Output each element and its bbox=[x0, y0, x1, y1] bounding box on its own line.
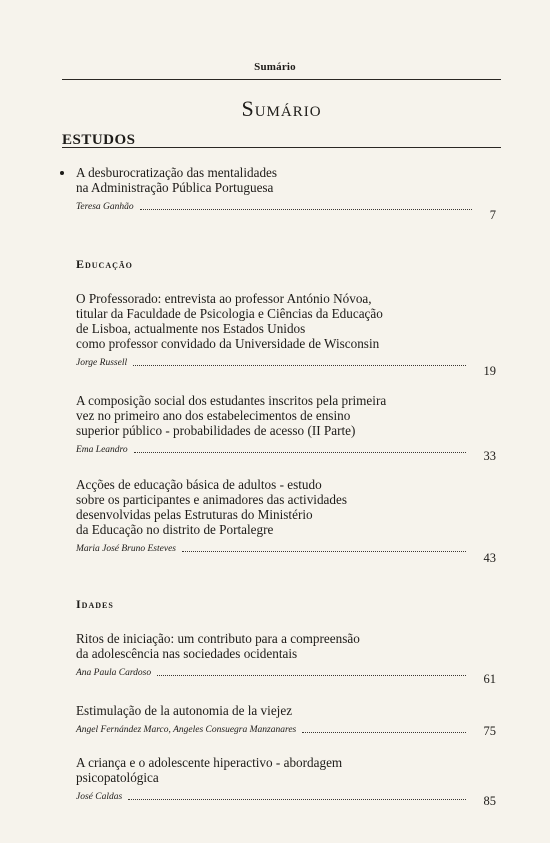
entry-author: Maria José Bruno Esteves bbox=[76, 544, 176, 554]
entry-title-line: vez no primeiro ano dos estabelecimentos de ensino bbox=[76, 408, 351, 423]
entry-title-line: como professor convidado da Universidade de Wisconsin bbox=[76, 336, 380, 351]
entry-title-line: titular da Faculdade de Psicologia e Ciências da Educação bbox=[76, 306, 383, 321]
section-title: ESTUDOS bbox=[62, 132, 136, 148]
entry-title-line: Estimulação de la autonomia de la viejez bbox=[76, 703, 293, 718]
subsection-title-text: Idades bbox=[76, 597, 114, 611]
dot-leader bbox=[157, 674, 466, 676]
toc-entry[interactable] bbox=[76, 755, 496, 808]
entry-author: Angel Fernández Marco, Angeles Consuegra Manzanares bbox=[76, 725, 297, 735]
entry-title-line: sobre os participantes e animadores das actividades bbox=[76, 492, 347, 507]
subsection-title-idades bbox=[76, 597, 114, 612]
entry-title-line: A criança e o adolescente hiperactivo - abordagem bbox=[76, 755, 343, 770]
entry-author: José Caldas bbox=[76, 792, 123, 802]
dot-leader bbox=[302, 731, 466, 733]
entry-title-line: O Professorado: entrevista ao professor António Nóvoa, bbox=[76, 291, 372, 306]
author-row bbox=[76, 790, 496, 802]
entry-title-line: de Lisboa, actualmente nos Estados Unidos bbox=[76, 321, 306, 336]
toc-entry[interactable] bbox=[76, 291, 496, 378]
subsection-title-educacao bbox=[76, 257, 133, 272]
entry-author: Ema Leandro bbox=[76, 445, 128, 455]
entry-author: Jorge Russell bbox=[76, 358, 128, 368]
running-head: Sumário bbox=[254, 61, 296, 73]
author-row bbox=[76, 356, 496, 368]
dot-leader bbox=[182, 550, 466, 552]
page-title-text: Sumário bbox=[241, 96, 322, 121]
entry-page-number: 19 bbox=[483, 364, 496, 378]
entry-title-line: na Administração Pública Portuguesa bbox=[76, 180, 274, 195]
dot-leader bbox=[133, 364, 466, 366]
entry-page-number: 85 bbox=[483, 794, 496, 808]
entry-title bbox=[76, 291, 496, 351]
entry-page-number: 7 bbox=[489, 208, 496, 222]
entry-title-line: superior público - probabilidades de acesso (II Parte) bbox=[76, 423, 356, 438]
entry-page-number: 75 bbox=[483, 724, 496, 738]
entry-title bbox=[76, 703, 496, 718]
page-title bbox=[62, 96, 501, 122]
author-row bbox=[76, 542, 496, 554]
toc-entry[interactable] bbox=[76, 393, 496, 463]
dot-leader bbox=[134, 451, 466, 453]
author-row bbox=[76, 443, 496, 455]
entry-title-line: psicopatológica bbox=[76, 770, 159, 785]
entry-title-line: da adolescência nas sociedades ocidentais bbox=[76, 646, 298, 661]
entry-title bbox=[76, 755, 496, 785]
author-row bbox=[76, 666, 496, 678]
toc-entry[interactable] bbox=[76, 703, 496, 738]
entry-author: Teresa Ganhão bbox=[76, 202, 134, 212]
entry-page-number: 43 bbox=[483, 551, 496, 565]
bullet-icon bbox=[60, 171, 64, 175]
entry-page-number: 61 bbox=[483, 672, 496, 686]
dot-leader bbox=[128, 798, 466, 800]
toc-entry[interactable] bbox=[76, 477, 496, 565]
toc-entry[interactable] bbox=[76, 165, 496, 222]
entry-title-line: Ritos de iniciação: um contributo para a compreensão bbox=[76, 631, 360, 646]
dot-leader bbox=[140, 208, 472, 210]
entry-title-line: Acções de educação básica de adultos - estudo bbox=[76, 477, 322, 492]
entry-title-line: da Educação no distrito de Portalegre bbox=[76, 522, 274, 537]
entry-title bbox=[76, 165, 496, 195]
entry-title-line: A desburocratização das mentalidades bbox=[76, 165, 278, 180]
entry-title-line: A composição social dos estudantes inscritos pela primeira bbox=[76, 393, 387, 408]
entry-title bbox=[76, 477, 496, 537]
entry-title-line: desenvolvidas pelas Estruturas do Ministério bbox=[76, 507, 313, 522]
subsection-title-text: Educação bbox=[76, 257, 133, 271]
entry-title bbox=[76, 631, 496, 661]
toc-entry[interactable] bbox=[76, 631, 496, 686]
author-row bbox=[76, 200, 496, 212]
entry-author: Ana Paula Cardoso bbox=[76, 668, 152, 678]
author-row bbox=[76, 723, 496, 735]
entry-page-number: 33 bbox=[483, 449, 496, 463]
entry-title bbox=[76, 393, 496, 438]
header-rule bbox=[62, 79, 501, 80]
